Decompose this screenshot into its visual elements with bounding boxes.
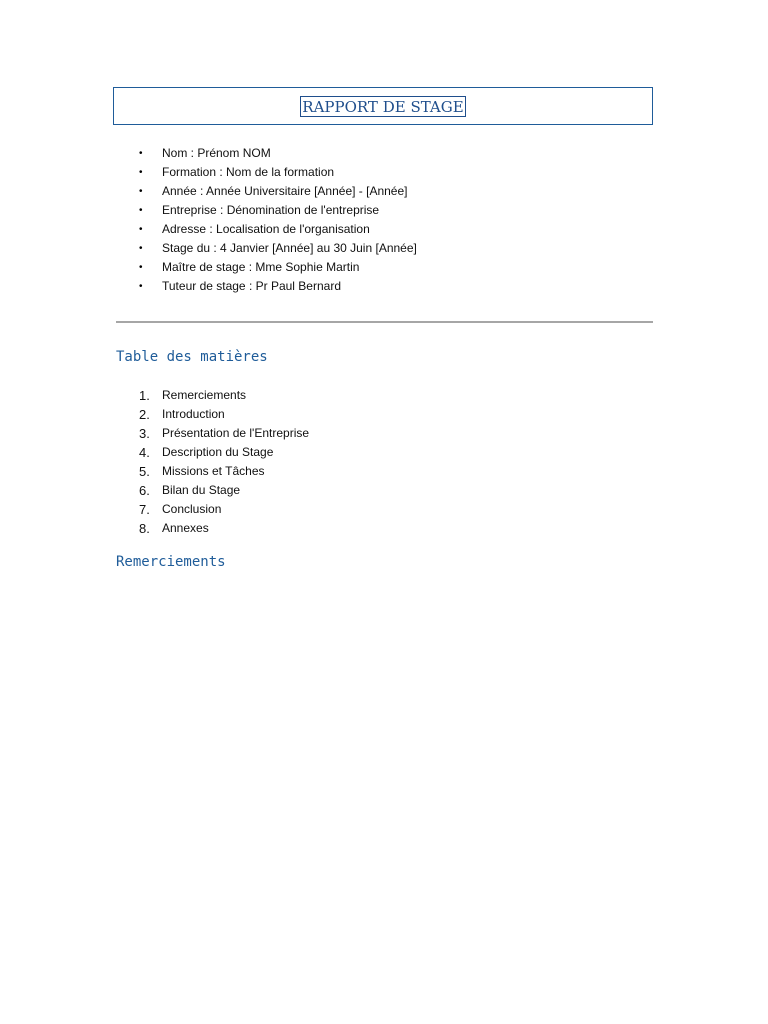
info-text: Nom : Prénom NOM — [162, 146, 271, 160]
toc-text: Conclusion — [162, 502, 222, 516]
toc-text: Description du Stage — [162, 445, 274, 459]
toc-text: Remerciements — [162, 388, 247, 402]
document-title: RAPPORT DE STAGE — [302, 97, 464, 116]
toc-text: Présentation de l'Entreprise — [162, 426, 310, 440]
info-text: Maître de stage : Mme Sophie Martin — [162, 260, 360, 274]
info-text: Tuteur de stage : Pr Paul Bernard — [162, 279, 341, 293]
toc-text: Annexes — [162, 521, 209, 535]
bullet-icon: • — [139, 262, 143, 273]
toc-text: Introduction — [162, 407, 225, 421]
info-text: Stage du : 4 Janvier [Année] au 30 Juin [Année] — [162, 241, 417, 255]
info-text: Formation : Nom de la formation — [162, 165, 335, 179]
toc-number: 1. — [139, 388, 150, 403]
toc-number: 3. — [139, 426, 150, 441]
info-text: Adresse : Localisation de l'organisation — [162, 222, 370, 236]
info-text: Année : Année Universitaire [Année] - [Année] — [162, 184, 408, 198]
info-text: Entreprise : Dénomination de l'entreprise — [162, 203, 380, 217]
bullet-icon: • — [139, 167, 143, 178]
bullet-icon: • — [139, 205, 143, 216]
horizontal-divider — [116, 321, 653, 323]
toc-heading: Table des matières — [116, 349, 268, 365]
section-heading-remerciements: Remerciements — [116, 554, 226, 570]
toc-number: 5. — [139, 464, 150, 479]
toc-number: 4. — [139, 445, 150, 460]
toc-number: 8. — [139, 521, 150, 536]
bullet-icon: • — [139, 243, 143, 254]
toc-number: 6. — [139, 483, 150, 498]
bullet-icon: • — [139, 281, 143, 292]
bullet-icon: • — [139, 224, 143, 235]
bullet-icon: • — [139, 148, 143, 159]
bullet-icon: • — [139, 186, 143, 197]
toc-number: 2. — [139, 407, 150, 422]
toc-text: Missions et Tâches — [162, 464, 265, 478]
toc-number: 7. — [139, 502, 150, 517]
toc-text: Bilan du Stage — [162, 483, 241, 497]
title-box — [113, 87, 653, 125]
